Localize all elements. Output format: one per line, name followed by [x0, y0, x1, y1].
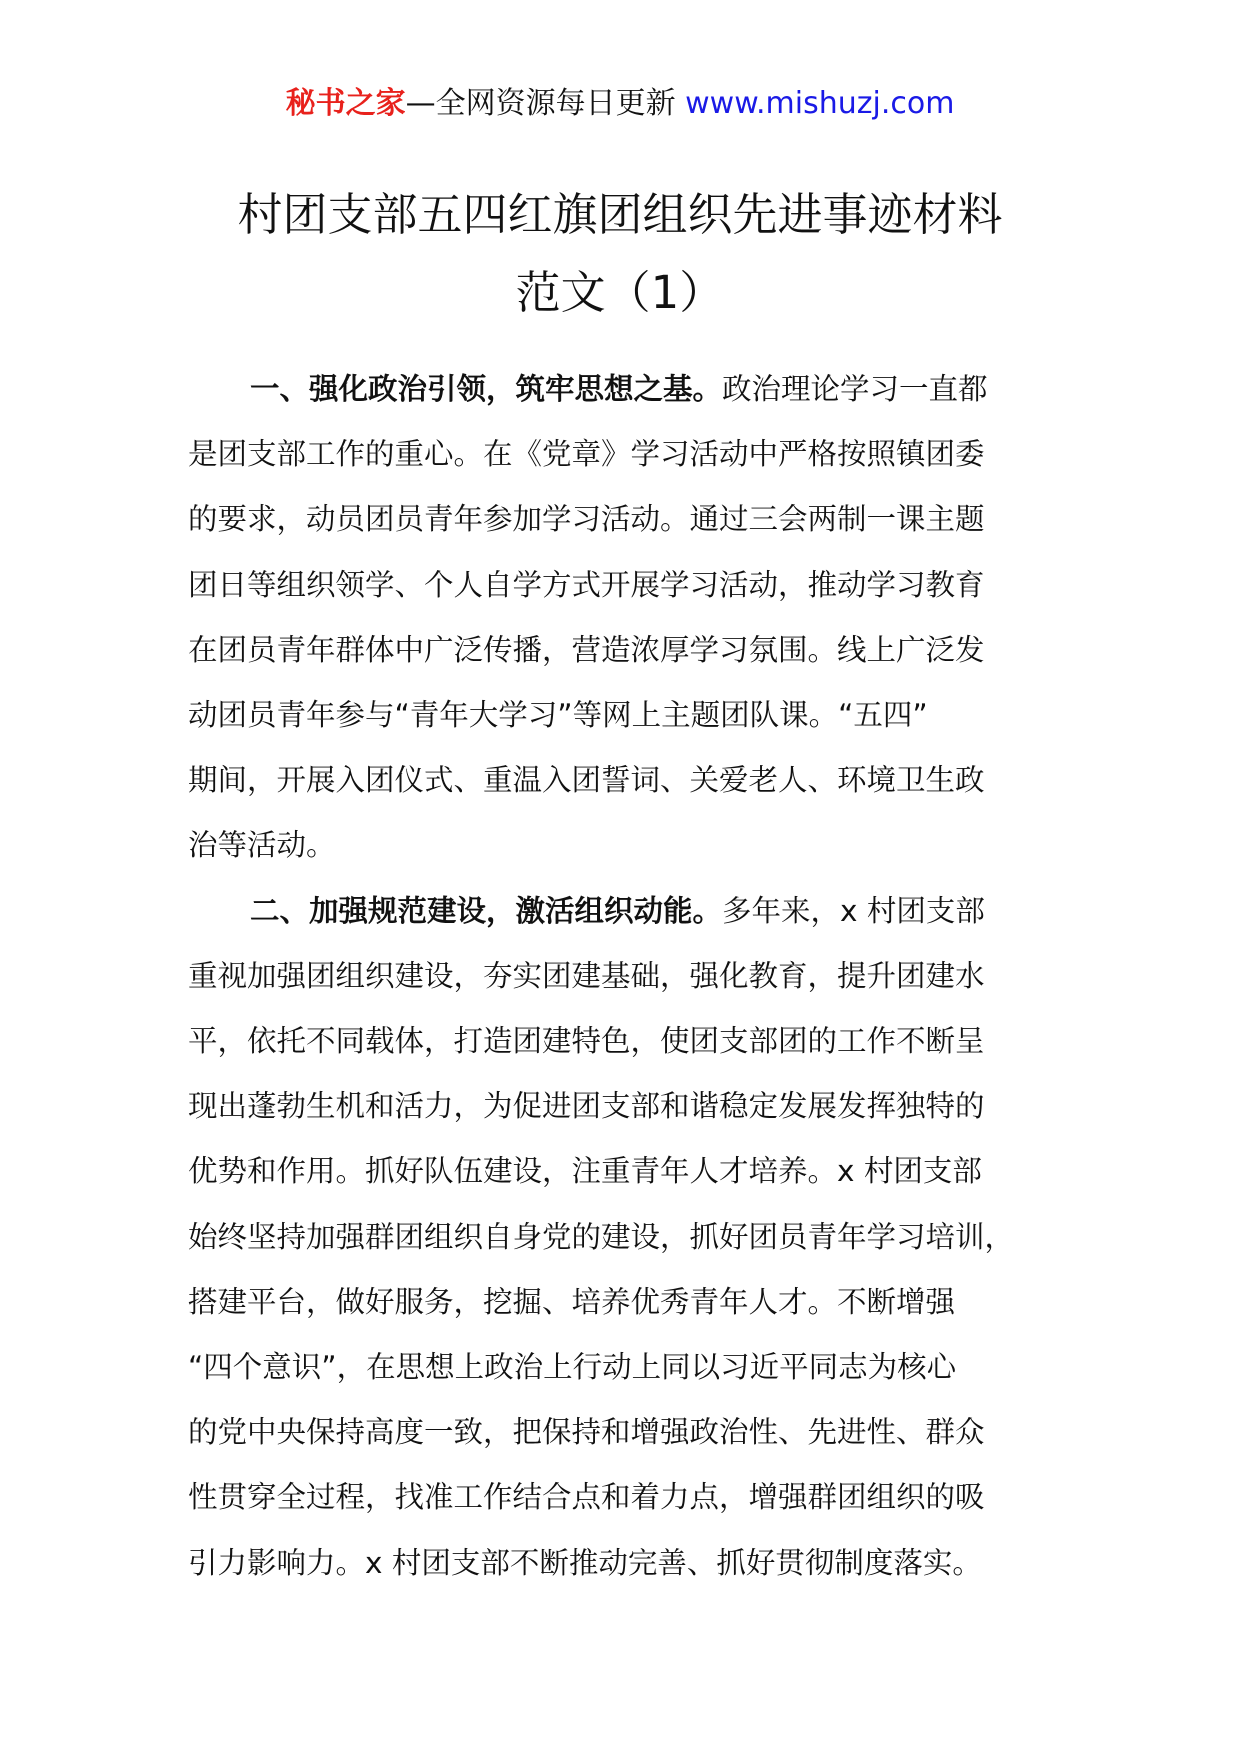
paragraph-line: 重视加强团组织建设，夯实团建基础，强化教育，提升团建水: [188, 958, 985, 993]
paragraph-line: 搭建平台，做好服务，挖掘、培养优秀青年人才。不断增强: [188, 1284, 956, 1319]
paragraph-line: [188, 879, 1078, 944]
paragraph-line: 始终坚持加强群团组织自身党的建设，抓好团员青年学习培训，: [188, 1219, 1015, 1254]
paragraph-line: 的党中央保持高度一致，把保持和增强政治性、先进性、群众: [188, 1415, 985, 1450]
title-line-2: 范文（1）: [515, 266, 725, 319]
paragraph-text: 多年来，x 村团支部: [722, 893, 985, 928]
brand-name: 秘书之家: [285, 86, 406, 121]
paragraph-section-1: [188, 357, 1078, 879]
paragraph-line: 期间，开展入团仪式、重温入团誓词、关爱老人、环境卫生政: [188, 763, 985, 798]
paragraph-line: [188, 357, 1078, 422]
paragraph-line: 治等活动。: [188, 828, 336, 863]
paragraph-line: 的要求，动员团员青年参加学习活动。通过三会两制一课主题: [188, 502, 985, 537]
paragraph-line: 动团员青年参与“青年大学习”等网上主题团队课。“五四”: [188, 698, 928, 733]
paragraph-line: 性贯穿全过程，找准工作结合点和着力点，增强群团组织的吸: [188, 1480, 985, 1515]
paragraph-line: 在团员青年群体中广泛传播，营造浓厚学习氛围。线上广泛发: [188, 632, 985, 667]
paragraph-line: 引力影响力。x 村团支部不断推动完善、抓好贯彻制度落实。: [188, 1545, 982, 1580]
document-title: [0, 176, 1240, 332]
paragraph-line: 现出蓬勃生机和活力，为促进团支部和谐稳定发展发挥独特的: [188, 1089, 985, 1124]
paragraph-line: 是团支部工作的重心。在《党章》学习活动中严格按照镇团委: [188, 437, 985, 472]
website-url[interactable]: www.mishuzj.com: [685, 86, 955, 121]
paragraph-line: 优势和作用。抓好队伍建设，注重青年人才培养。x 村团支部: [188, 1154, 982, 1189]
paragraph-line: “四个意识”，在思想上政治上行动上同以习近平同志为核心: [188, 1350, 957, 1385]
paragraph-text: 政治理论学习一直都: [722, 372, 988, 406]
paragraph-section-2: [188, 879, 1078, 1596]
section-heading-1: 一、强化政治引领，筑牢思想之基。: [250, 372, 723, 406]
section-heading-2: 二、加强规范建设，激活组织动能。: [250, 893, 723, 928]
paragraph-line: 团日等组织领学、个人自学方式开展学习活动，推动学习教育: [188, 567, 985, 602]
paragraph-line: 平，依托不同载体，打造团建特色，使团支部团的工作不断呈: [188, 1024, 985, 1059]
header-banner: [0, 84, 1240, 124]
document-body: [188, 357, 1078, 1596]
title-line-1: 村团支部五四红旗团组织先进事迹材料: [237, 188, 1003, 241]
header-tagline: —全网资源每日更新: [405, 86, 686, 121]
